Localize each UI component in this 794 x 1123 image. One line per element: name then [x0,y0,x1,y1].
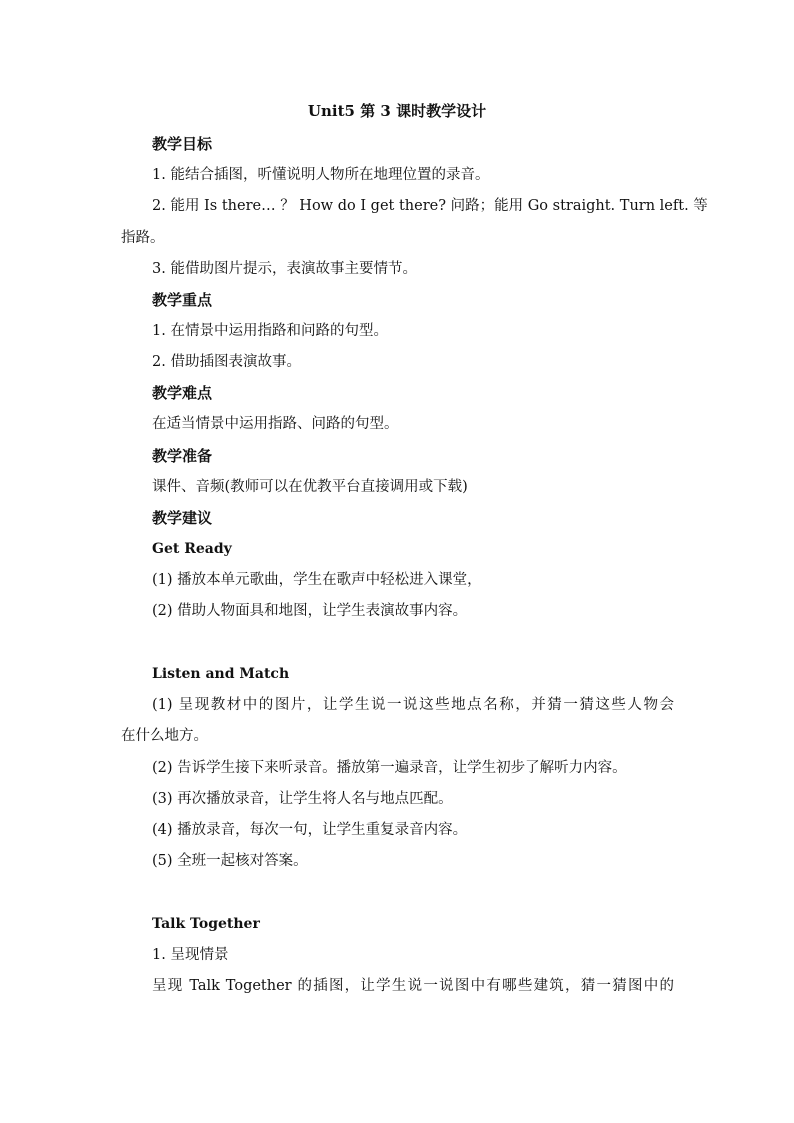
objectives-item-1: 1. 能结合插图，听懂说明人物所在地理位置的录音。 [152,167,490,183]
get-ready-item-2: (2) 借助人物面具和地图，让学生表演故事内容。 [152,603,468,619]
objectives-item-3: 3. 能借助图片提示，表演故事主要情节。 [152,261,417,277]
talk-together-heading: Talk Together [152,916,260,932]
difficulties-heading: 教学难点 [152,384,213,402]
preparation-text: 课件、音频(教师可以在优教平台直接调用或下载) [152,479,468,495]
difficulties-text: 在适当情景中运用指路、问路的句型。 [152,416,399,432]
objectives-heading: 教学目标 [152,135,213,153]
objectives-item-2-line-2: 指路。 [121,230,165,246]
document-title: Unit5 第 3 课时教学设计 [307,102,487,120]
listen-match-item-4: (4) 播放录音，每次一句，让学生重复录音内容。 [152,822,468,838]
listen-match-item-2: (2) 告诉学生接下来听录音。播放第一遍录音，让学生初步了解听力内容。 [152,760,627,776]
talk-together-item-1-text: 呈现 Talk Together 的插图，让学生说一说图中有哪些建筑，猜一猜图中的 [152,978,674,994]
listen-match-item-5: (5) 全班一起核对答案。 [152,853,308,869]
key-points-item-2: 2. 借助插图表演故事。 [152,354,301,370]
objectives-item-2-line-1: 2. 能用 Is there… ？ How do I get there? 问路；能用 Go straight. Turn left. 等 [152,198,708,214]
preparation-heading: 教学准备 [152,447,213,465]
listen-match-heading: Listen and Match [152,666,290,682]
listen-match-item-1-line-1: (1) 呈现教材中的图片，让学生说一说这些地点名称，并猜一猜这些人物会 [152,697,674,713]
key-points-item-1: 1. 在情景中运用指路和问路的句型。 [152,323,388,339]
listen-match-item-3: (3) 再次播放录音，让学生将人名与地点匹配。 [152,791,453,807]
listen-match-item-1-line-2: 在什么地方。 [121,728,208,744]
suggestions-heading: 教学建议 [152,509,213,527]
get-ready-item-1: (1) 播放本单元歌曲，学生在歌声中轻松进入课堂， [152,572,482,588]
talk-together-item-1: 1. 呈现情景 [152,947,229,963]
get-ready-heading: Get Ready [152,541,232,557]
key-points-heading: 教学重点 [152,291,213,309]
